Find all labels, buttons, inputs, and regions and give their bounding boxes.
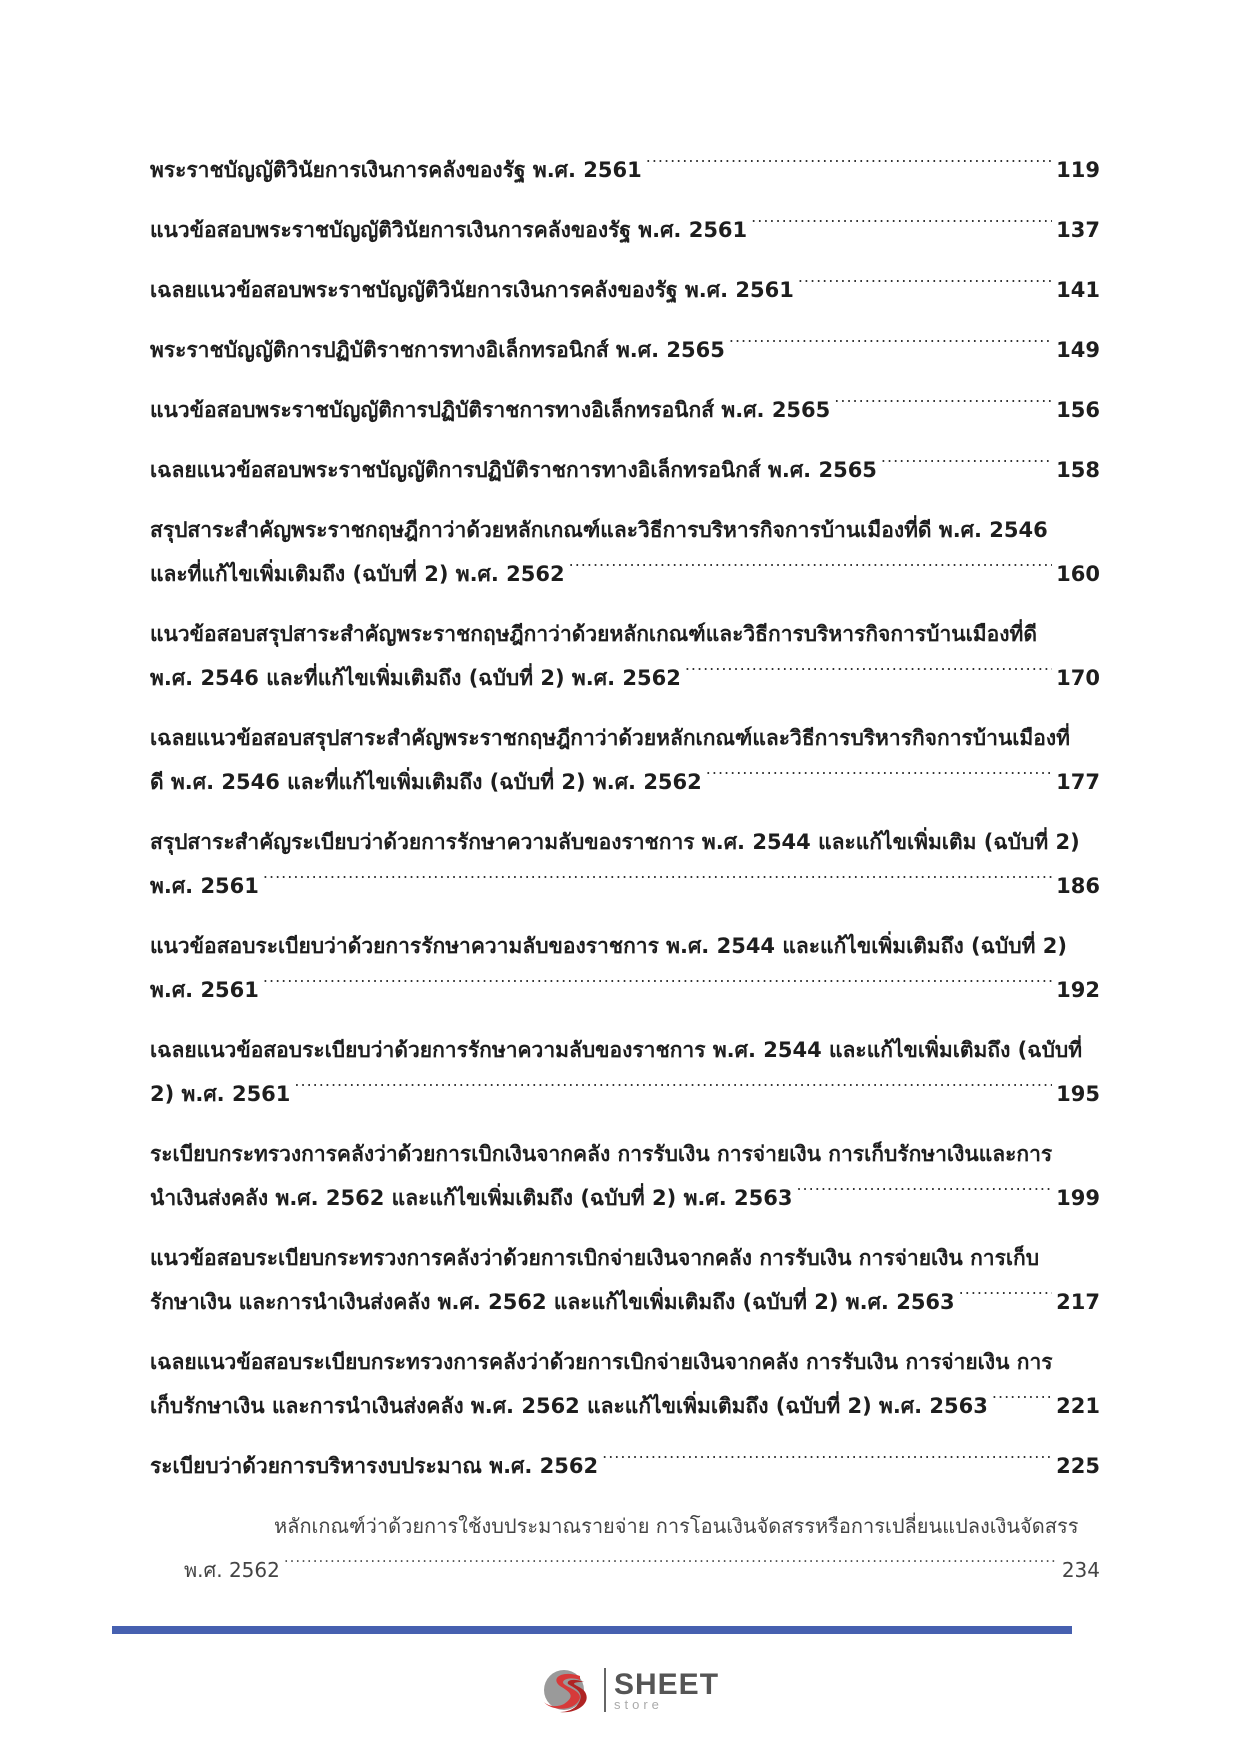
toc-entry-title-line: พ.ศ. 2561 [150,874,259,898]
toc-entry[interactable] [150,328,1100,372]
toc-entry[interactable] [150,388,1100,432]
toc-entry[interactable] [150,508,1100,596]
footer-rule [112,1626,1072,1634]
dot-leader [685,664,1052,685]
dot-leader [602,1452,1052,1473]
dot-leader [834,396,1052,417]
toc-entry-title-line: พ.ศ. 2546 และที่แก้ไขเพิ่มเติมถึง (ฉบับที่ 2) พ.ศ. 2562 [150,666,681,690]
dot-leader [284,1557,1058,1577]
toc-page-number: 192 [1056,978,1100,1002]
toc-page-number: 137 [1056,218,1100,242]
dot-leader [796,1184,1052,1205]
toc-entry-title-line: นำเงินส่งคลัง พ.ศ. 2562 และแก้ไขเพิ่มเติมถึง (ฉบับที่ 2) พ.ศ. 2563 [150,1186,793,1210]
toc-page-number: 217 [1056,1290,1100,1314]
toc-page-number: 186 [1056,874,1100,898]
toc-page-number: 195 [1056,1082,1100,1106]
dot-leader [706,768,1052,789]
dot-leader [294,1080,1052,1101]
toc-page-number: 221 [1056,1394,1100,1418]
toc-entry-title-line: เฉลยแนวข้อสอบระเบียบว่าด้วยการรักษาความลับของราชการ พ.ศ. 2544 และแก้ไขเพิ่มเติมถึง (ฉบับที่ [150,1038,1083,1062]
toc-entry-title-line: เฉลยแนวข้อสอบสรุปสาระสำคัญพระราชกฤษฎีกาว่าด้วยหลักเกณฑ์และวิธีการบริหารกิจการบ้านเมืองที่ [150,726,1070,750]
toc-entry-title-line: พระราชบัญญัติการปฏิบัติราชการทางอิเล็กทรอนิกส์ พ.ศ. 2565 [150,338,725,362]
logo-brand: SHEET [614,1667,720,1701]
toc-entry-title-line: ระเบียบกระทรวงการคลังว่าด้วยการเบิกเงินจากคลัง การรับเงิน การจ่ายเงิน การเก็บรักษาเงินและการ [150,1142,1053,1166]
toc-entry[interactable] [150,448,1100,492]
toc-entry-title-line: และที่แก้ไขเพิ่มเติมถึง (ฉบับที่ 2) พ.ศ. 2562 [150,562,565,586]
toc-entry-title-line: พระราชบัญญัติวินัยการเงินการคลังของรัฐ พ.ศ. 2561 [150,158,642,182]
toc-entry-title-line: แนวข้อสอบระเบียบกระทรวงการคลังว่าด้วยการเบิกจ่ายเงินจากคลัง การรับเงิน การจ่ายเงิน การเก็บ [150,1246,1040,1270]
toc-page-number: 141 [1056,278,1100,302]
toc-page-number: 149 [1056,338,1100,362]
dot-leader [569,560,1053,581]
toc-page-number: 119 [1056,158,1100,182]
toc-entry-title-line: 2) พ.ศ. 2561 [150,1082,291,1106]
toc-entry[interactable] [150,268,1100,312]
toc-entry-title-line: แนวข้อสอบระเบียบว่าด้วยการรักษาความลับของราชการ พ.ศ. 2544 และแก้ไขเพิ่มเติมถึง (ฉบับที่ 2) [150,934,1067,958]
toc-entry[interactable] [150,1028,1100,1116]
dot-leader [263,872,1052,893]
sheet-store-logo [540,1664,719,1716]
toc-entry-title-line: เฉลยแนวข้อสอบพระราชบัญญัติการปฏิบัติราชการทางอิเล็กทรอนิกส์ พ.ศ. 2565 [150,458,877,482]
logo-subtitle: store [614,1696,663,1712]
toc-entry-title-line: เฉลยแนวข้อสอบพระราชบัญญัติวินัยการเงินการคลังของรัฐ พ.ศ. 2561 [150,278,794,302]
toc-entry-title-line: สรุปสาระสำคัญพระราชกฤษฎีกาว่าด้วยหลักเกณฑ์และวิธีการบริหารกิจการบ้านเมืองที่ดี พ.ศ. 2546 [150,518,1048,542]
dot-leader [798,276,1052,297]
toc-sub-entry[interactable] [150,1504,1100,1592]
dot-leader [751,216,1052,237]
toc-entry[interactable] [150,820,1100,908]
toc-page-number: 199 [1056,1186,1100,1210]
toc-entry-title-line: เฉลยแนวข้อสอบระเบียบกระทรวงการคลังว่าด้วยการเบิกจ่ายเงินจากคลัง การรับเงิน การจ่ายเงิน การ [150,1350,1053,1374]
toc-page-number: 160 [1056,562,1100,586]
toc-entry[interactable] [150,208,1100,252]
toc-entry-title-line: เก็บรักษาเงิน และการนำเงินส่งคลัง พ.ศ. 2562 และแก้ไขเพิ่มเติมถึง (ฉบับที่ 2) พ.ศ. 2563 [150,1394,988,1418]
toc-page-number: 234 [1061,1558,1100,1582]
toc-entry[interactable] [150,716,1100,804]
toc-entry[interactable] [150,1340,1100,1428]
toc-entry-title-line: พ.ศ. 2562 [184,1558,280,1582]
toc-entry-title-line: แนวข้อสอบพระราชบัญญัติวินัยการเงินการคลังของรัฐ พ.ศ. 2561 [150,218,748,242]
dot-leader [959,1288,1053,1309]
toc-page-number: 156 [1056,398,1100,422]
toc-page-number: 170 [1056,666,1100,690]
toc-entry[interactable] [150,148,1100,192]
toc-entry-title-line: หลักเกณฑ์ว่าด้วยการใช้งบประมาณรายจ่าย การโอนเงินจัดสรรหรือการเปลี่ยนแปลงเงินจัดสรร [274,1514,1079,1538]
toc-entry[interactable] [150,1132,1100,1220]
toc-entry-title-line: สรุปสาระสำคัญระเบียบว่าด้วยการรักษาความลับของราชการ พ.ศ. 2544 และแก้ไขเพิ่มเติม (ฉบับที่ 2) [150,830,1080,854]
logo-divider [604,1668,606,1712]
toc-entry-title-line: แนวข้อสอบพระราชบัญญัติการปฏิบัติราชการทางอิเล็กทรอนิกส์ พ.ศ. 2565 [150,398,831,422]
toc-page-number: 225 [1056,1454,1100,1478]
table-of-contents [150,148,1100,1608]
toc-entry[interactable] [150,1444,1100,1488]
dot-leader [646,156,1052,177]
toc-entry[interactable] [150,612,1100,700]
dot-leader [263,976,1052,997]
toc-entry[interactable] [150,924,1100,1012]
toc-entry-title-line: พ.ศ. 2561 [150,978,259,1002]
toc-entry-title-line: ระเบียบว่าด้วยการบริหารงบประมาณ พ.ศ. 2562 [150,1454,599,1478]
dot-leader [881,456,1052,477]
toc-page-number: 158 [1056,458,1100,482]
toc-page-number: 177 [1056,770,1100,794]
dot-leader [992,1392,1052,1413]
toc-entry[interactable] [150,1236,1100,1324]
logo-s-icon [540,1664,596,1716]
toc-entry-title-line: แนวข้อสอบสรุปสาระสำคัญพระราชกฤษฎีกาว่าด้วยหลักเกณฑ์และวิธีการบริหารกิจการบ้านเมืองที่ดี [150,622,1037,646]
dot-leader [729,336,1052,357]
toc-entry-title-line: ดี พ.ศ. 2546 และที่แก้ไขเพิ่มเติมถึง (ฉบับที่ 2) พ.ศ. 2562 [150,770,702,794]
toc-entry-title-line: รักษาเงิน และการนำเงินส่งคลัง พ.ศ. 2562 และแก้ไขเพิ่มเติมถึง (ฉบับที่ 2) พ.ศ. 2563 [150,1290,955,1314]
